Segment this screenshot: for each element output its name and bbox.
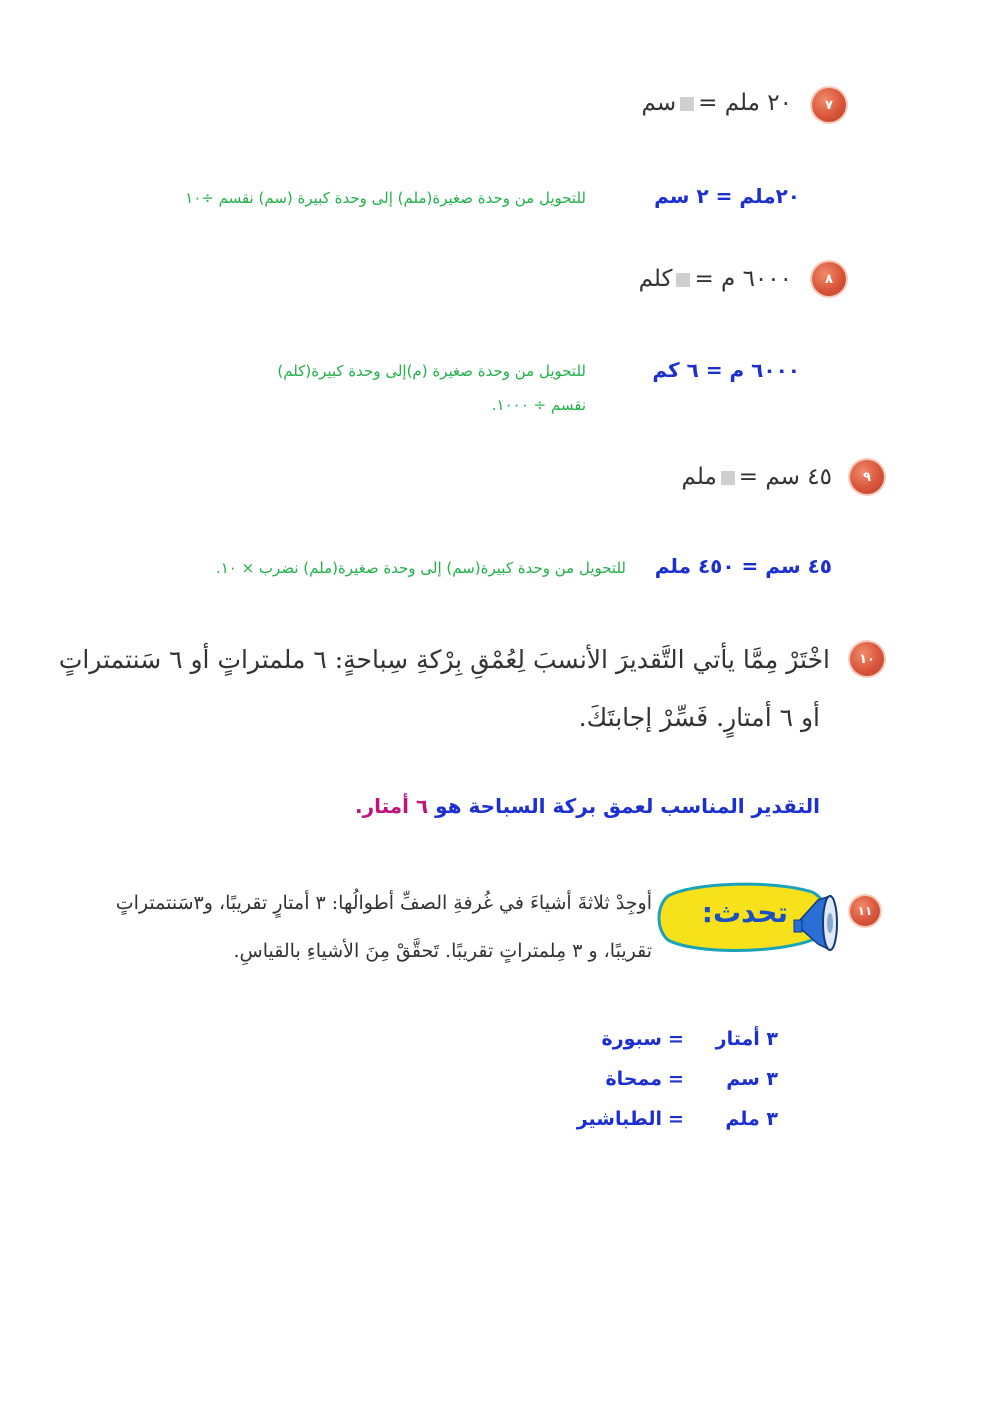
answer-text: ٢٠ملم = ٢ سم	[654, 184, 800, 208]
question-number-badge: ٧	[812, 88, 846, 122]
question-left: ٤٥ سم =	[738, 464, 832, 490]
question-number-badge: ١٠	[850, 642, 884, 676]
answer-text: ٦٠٠٠ م = ٦ كم	[652, 358, 800, 382]
measure-text: ٣ سم	[726, 1068, 778, 1090]
question-text	[642, 90, 792, 116]
explanation-line-2: نقسم ÷ ١٠٠٠.	[491, 396, 586, 414]
talk-label-text: تحدث:	[701, 896, 788, 929]
question-right: كلم	[638, 266, 673, 292]
question-text	[682, 464, 832, 490]
item-text: سبورة	[601, 1028, 662, 1050]
list-item	[577, 1108, 778, 1130]
explanation-text: للتحويل من وحدة كبيرة(سم) إلى وحدة صغيرة(ملم) نضرب × ١٠.	[215, 559, 626, 577]
question-line-2: تقريبًا، و ٣ مِلمتراتٍ تقريبًا. تَحقَّقْ مِنَ الأشياءِ بالقياسِ.	[233, 940, 652, 962]
explanation-text: للتحويل من وحدة صغيرة(ملم) إلى وحدة كبيرة (سم) نقسم ÷١٠	[185, 189, 586, 207]
equals-sign: =	[668, 1068, 684, 1090]
answer-value: ٦ أمتار.	[354, 794, 429, 818]
question-text	[639, 266, 792, 292]
answer-prefix: التقدير المناسب لعمق بركة السباحة هو	[435, 794, 820, 818]
blank-box	[721, 471, 735, 485]
measure-text: ٣ أمتار	[715, 1028, 778, 1050]
question-right: سم	[641, 90, 677, 116]
question-number-badge: ٨	[812, 262, 846, 296]
equals-sign: =	[668, 1108, 684, 1130]
answer-text: ٤٥ سم = ٤٥٠ ملم	[654, 554, 832, 578]
question-line-2: أو ٦ أمتارٍ. فَسِّرْ إجابتَكَ.	[578, 703, 820, 732]
blank-box	[676, 273, 690, 287]
list-item	[605, 1068, 778, 1090]
question-line-1: اخْتَرْ مِمَّا يأتي التَّقديرَ الأنسبَ لِعُمْقِ بِرْكةِ سِباحةٍ: ٦ ملمتراتٍ أو ٦ سَنتمتراتٍ	[58, 645, 830, 674]
question-line-1: أوجِدْ ثلاثةَ أشياءَ في غُرفةِ الصفِّ أطوالُها: ٣ أمتارٍ تقريبًا، و٣سَنتمتراتٍ	[115, 892, 652, 914]
talk-label	[654, 878, 840, 962]
question-number-badge: ١١	[850, 896, 880, 926]
item-text: الطباشير	[576, 1108, 662, 1130]
question-right: ملم	[681, 464, 717, 490]
item-text: ممحاة	[605, 1068, 662, 1090]
answer-text	[355, 794, 820, 818]
list-item	[601, 1028, 778, 1050]
question-number-badge: ٩	[850, 460, 884, 494]
explanation-line-1: للتحويل من وحدة صغيرة (م)إلى وحدة كبيرة(كلم)	[277, 362, 586, 380]
question-left: ٦٠٠٠ م =	[694, 266, 792, 292]
equals-sign: =	[668, 1028, 684, 1050]
blank-box	[680, 97, 694, 111]
question-left: ٢٠ ملم =	[698, 90, 792, 116]
measure-text: ٣ ملم	[725, 1108, 778, 1130]
